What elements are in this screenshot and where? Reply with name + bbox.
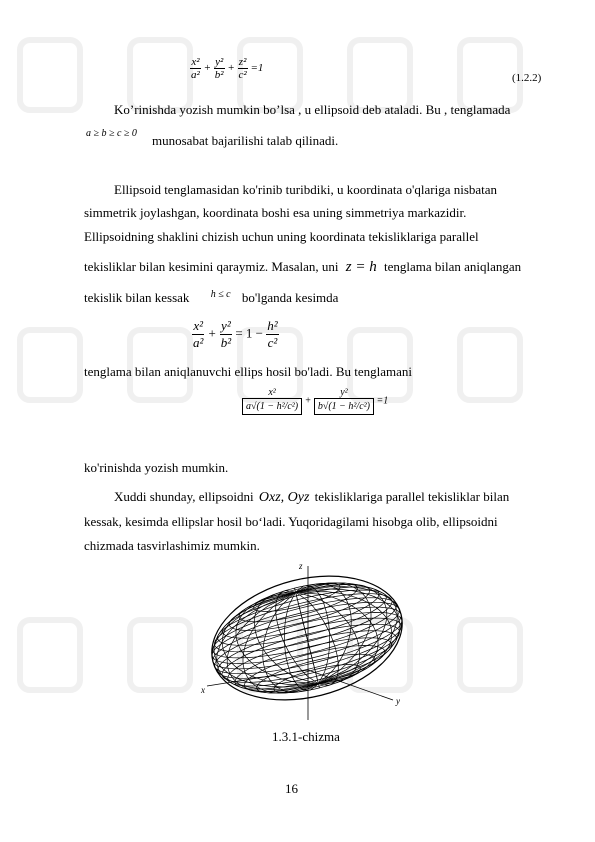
eq2-t1-den: a²: [193, 335, 204, 350]
paragraph-4: tenglama bilan aniqlanuvchi ellips hosil bo'ladi. Bu tenglamani: [84, 364, 412, 379]
formula-h-le-c: h ≤ c: [210, 289, 231, 300]
p3-line-4-b: tenglama bilan aniqlangan: [384, 259, 522, 274]
equation-number: (1.2.2): [512, 72, 542, 84]
eq2-t2-den: b²: [220, 335, 232, 350]
figure-caption: 1.3.1-chizma: [272, 729, 340, 744]
eq3-t1-den: a√(1 − h²/c²): [242, 399, 302, 415]
eq3-op: +: [304, 395, 312, 407]
eq2-op: +: [207, 325, 217, 341]
eq1-t2-den: b²: [214, 69, 224, 81]
eq2-t1-num: x²: [193, 318, 204, 333]
paragraph-3-line-3: Ellipsoidning shaklini chizish uchun uning koordinata tekisliklariga parallel: [84, 229, 479, 244]
formula-planes: Oxz, Oyz: [258, 490, 310, 505]
eq3-rhs: =1: [376, 395, 389, 407]
p6-line-1-a: Xuddi shunday, ellipsoidni: [114, 489, 254, 504]
paragraph-1: Ko’rinishda yozish mumkin bo’lsa , u ellipsoid deb ataladi. Bu , tenglamada: [114, 102, 511, 117]
paragraph-3-line-1: Ellipsoid tenglamasidan ko'rinib turibdiki, u koordinata o'qlariga nisbatan: [114, 182, 498, 197]
eq1-t2-num: y²: [215, 56, 224, 68]
inequality-formula: a ≥ b ≥ c ≥ 0: [86, 128, 137, 139]
eq1-t3-den: c²: [238, 69, 247, 81]
eq2-t2-num: y²: [221, 318, 231, 333]
eq1-op2: +: [227, 62, 235, 75]
paragraph-3-line-4: [84, 259, 521, 275]
equation-section: [192, 318, 279, 351]
p3-line-4-a: tekisliklar bilan kesimini qaraymiz. Masalan, uni: [84, 259, 339, 274]
eq2-t3-num: h²: [267, 318, 278, 333]
ellipsoid-figure: [195, 558, 420, 728]
equation-ellipse-canonical: [242, 387, 388, 415]
eq1-t1-den: a²: [191, 69, 200, 81]
paragraph-3-line-2: simmetrik joylashgan, koordinata boshi esa uning simmetriya markazidir.: [84, 205, 467, 220]
axis-z-label: z: [299, 561, 303, 571]
eq1-t3-num: z²: [238, 56, 247, 68]
eq1-op1: +: [203, 62, 211, 75]
paragraph-6-line-1: [114, 489, 509, 506]
p6-line-1-b: tekisliklariga parallel tekisliklar bilan: [314, 489, 510, 504]
eq1-t1-num: x²: [191, 56, 200, 68]
eq3-t2-den: b√(1 − h²/c²): [314, 399, 374, 415]
paragraph-6-line-2: kessak, kesimda ellipslar hosil bo‘ladi. Yuqoridagilami hisobga olib, ellipsoidni: [84, 514, 498, 529]
ellipsoid-mesh: [212, 583, 402, 693]
eq2-t3-den: c²: [267, 335, 278, 350]
paragraph-5: ko'rinishda yozish mumkin.: [84, 460, 229, 475]
eq1-rhs: =1: [250, 62, 264, 75]
p3-line-5-a: tekislik bilan kessak: [84, 290, 190, 305]
page-number: 16: [285, 781, 298, 796]
paragraph-6-line-3: chizmada tasvirlashimiz mumkin.: [84, 538, 260, 553]
paragraph-2: munosabat bajarilishi talab qilinadi.: [152, 133, 339, 148]
axis-y-label: y: [396, 696, 400, 706]
eq3-t2-num: y²: [314, 387, 374, 399]
axis-x-label: x: [201, 685, 205, 695]
paragraph-3-line-5: [84, 290, 338, 308]
equation-1-2-2: [190, 56, 263, 81]
eq2-rhs: = 1 −: [235, 325, 264, 341]
eq3-t1-num: x²: [242, 387, 302, 399]
formula-z-equals-h: z = h: [345, 259, 377, 275]
p3-line-5-b: bo'lganda kesimda: [241, 290, 339, 305]
